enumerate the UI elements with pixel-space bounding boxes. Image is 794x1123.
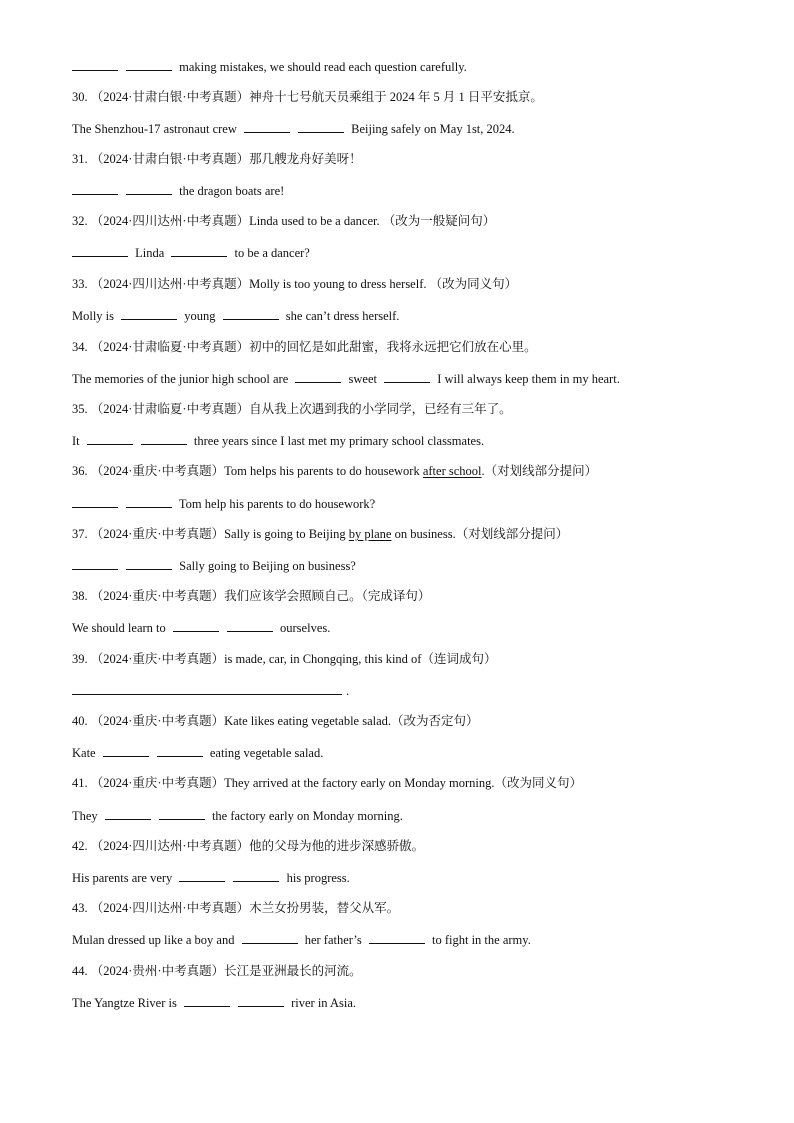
question-source: （2024·贵州·中考真题）	[90, 964, 225, 978]
question-37	[72, 526, 754, 542]
answer-text: We should learn to	[72, 621, 166, 635]
answer-text: to be a dancer?	[234, 246, 310, 260]
answer-blank[interactable]	[157, 744, 203, 757]
answer-text: river in Asia.	[291, 996, 357, 1010]
answer-text: Tom help his parents to do housework?	[178, 497, 376, 511]
answer-blank[interactable]	[72, 495, 118, 508]
question-text: Kate likes eating vegetable salad.（改为否定句）	[224, 714, 479, 728]
question-source: （2024·重庆·中考真题）	[90, 652, 225, 666]
answer-text: Sally going to Beijing on business?	[179, 559, 356, 573]
answer-text: They	[72, 809, 98, 823]
answer-blank[interactable]	[233, 869, 279, 882]
question-30	[72, 89, 754, 105]
answer-blank[interactable]	[72, 244, 128, 257]
answer-line-29	[72, 58, 754, 75]
question-31	[72, 151, 754, 167]
question-text: 长江是亚洲最长的河流。	[224, 964, 362, 978]
question-number: 30.	[72, 90, 88, 104]
question-number: 39.	[72, 652, 88, 666]
answer-line-38	[72, 619, 754, 636]
answer-blank[interactable]	[384, 370, 430, 383]
answer-line-30	[72, 120, 754, 137]
answer-blank[interactable]	[141, 432, 187, 445]
answer-line-33	[72, 307, 754, 324]
question-39	[72, 651, 754, 667]
answer-text: ourselves.	[280, 621, 331, 635]
answer-line-32	[72, 244, 754, 261]
answer-blank[interactable]	[126, 557, 172, 570]
question-source: （2024·重庆·中考真题）	[90, 714, 225, 728]
answer-blank[interactable]	[159, 807, 205, 820]
answer-blank[interactable]	[184, 994, 230, 1007]
answer-text: .	[346, 684, 350, 698]
question-44	[72, 963, 754, 979]
question-number: 33.	[72, 277, 88, 291]
answer-text: The Yangtze River is	[72, 996, 177, 1010]
answer-text: she can’t dress herself.	[285, 309, 400, 323]
question-41	[72, 775, 754, 791]
answer-blank[interactable]	[72, 58, 118, 71]
answer-text: the factory early on Monday morning.	[211, 809, 403, 823]
underlined-phrase: by plane	[348, 527, 392, 541]
question-number: 43.	[72, 901, 88, 915]
answer-blank[interactable]	[103, 744, 149, 757]
question-source: （2024·四川达州·中考真题）	[90, 901, 250, 915]
answer-line-39	[72, 682, 754, 699]
answer-text: Kate	[72, 746, 96, 760]
answer-text: It	[72, 434, 80, 448]
question-text: 那几艘龙舟好美呀！	[249, 152, 362, 166]
answer-text: her father’s	[304, 933, 362, 947]
answer-text: The Shenzhou-17 astronaut crew	[72, 122, 237, 136]
answer-blank[interactable]	[173, 619, 219, 632]
answer-blank[interactable]	[179, 869, 225, 882]
answer-line-41	[72, 807, 754, 824]
question-40	[72, 713, 754, 729]
answer-line-42	[72, 869, 754, 886]
question-number: 38.	[72, 589, 88, 603]
question-text: 我们应该学会照顾自己。（完成译句）	[224, 589, 431, 603]
answer-blank[interactable]	[298, 120, 344, 133]
question-text: Linda used to be a dancer. （改为一般疑问句）	[249, 214, 496, 228]
question-text: Sally is going to Beijing	[224, 527, 349, 541]
question-33	[72, 276, 754, 292]
answer-blank[interactable]	[242, 931, 298, 944]
answer-text: to fight in the army.	[432, 933, 531, 947]
answer-blank[interactable]	[126, 58, 172, 71]
answer-text: sweet	[348, 372, 377, 386]
answer-line-34	[72, 370, 754, 387]
question-number: 37.	[72, 527, 88, 541]
question-source: （2024·重庆·中考真题）	[90, 776, 225, 790]
answer-blank[interactable]	[121, 307, 177, 320]
answer-blank[interactable]	[223, 307, 279, 320]
question-source: （2024·重庆·中考真题）	[90, 589, 225, 603]
answer-text: young	[184, 309, 216, 323]
question-number: 41.	[72, 776, 88, 790]
question-text: is made, car, in Chongqing, this kind of（连词成句）	[224, 652, 497, 666]
answer-text: Beijing safely on May 1st, 2024.	[351, 122, 515, 136]
answer-blank[interactable]	[105, 807, 151, 820]
answer-blank[interactable]	[171, 244, 227, 257]
question-number: 40.	[72, 714, 88, 728]
answer-blank[interactable]	[126, 182, 172, 195]
question-text: 他的父母为他的进步深感骄傲。	[249, 839, 425, 853]
question-35	[72, 401, 754, 417]
question-source: （2024·重庆·中考真题）	[90, 527, 225, 541]
answer-line-36	[72, 495, 754, 512]
question-number: 31.	[72, 152, 88, 166]
answer-text: Linda	[135, 246, 165, 260]
question-text: 自从我上次遇到我的小学同学，已经有三年了。	[249, 402, 512, 416]
question-instruction: .（对划线部分提问）	[481, 464, 598, 478]
answer-line-31	[72, 182, 754, 199]
answer-text: Molly is	[72, 309, 115, 323]
question-text: 神舟十七号航天员乘组于 2024 年 5 月 1 日平安抵京。	[249, 90, 543, 104]
answer-text: The memories of the junior high school are	[72, 372, 289, 386]
answer-text: His parents are very	[72, 871, 173, 885]
question-source: （2024·四川达州·中考真题）	[90, 214, 250, 228]
question-source: （2024·甘肃临夏·中考真题）	[90, 402, 250, 416]
question-source: （2024·甘肃临夏·中考真题）	[90, 340, 250, 354]
answer-blank[interactable]	[72, 682, 342, 695]
question-source: （2024·甘肃白银·中考真题）	[90, 90, 250, 104]
question-43	[72, 900, 754, 916]
question-38	[72, 588, 754, 604]
question-number: 42.	[72, 839, 88, 853]
answer-blank[interactable]	[238, 994, 284, 1007]
answer-blank[interactable]	[295, 370, 341, 383]
answer-blank[interactable]	[87, 432, 133, 445]
question-text: 木兰女扮男装，替父从军。	[249, 901, 400, 915]
answer-text: I will always keep them in my heart.	[437, 372, 620, 386]
question-source: （2024·甘肃白银·中考真题）	[90, 152, 250, 166]
answer-blank[interactable]	[244, 120, 290, 133]
answer-line-40	[72, 744, 754, 761]
answer-blank[interactable]	[369, 931, 425, 944]
answer-text: eating vegetable salad.	[209, 746, 324, 760]
question-source: （2024·四川达州·中考真题）	[90, 839, 250, 853]
answer-text: Mulan dressed up like a boy and	[72, 933, 235, 947]
question-42	[72, 838, 754, 854]
answer-blank[interactable]	[227, 619, 273, 632]
question-34	[72, 339, 754, 355]
question-text: Tom helps his parents to do housework	[224, 464, 420, 478]
answer-text: his progress.	[286, 871, 350, 885]
answer-line-35	[72, 432, 754, 449]
question-source: （2024·重庆·中考真题）	[90, 464, 225, 478]
question-32	[72, 213, 754, 229]
question-number: 32.	[72, 214, 88, 228]
question-instruction: on business.（对划线部分提问）	[391, 527, 569, 541]
answer-text: three years since I last met my primary school classmates.	[193, 434, 485, 448]
answer-blank[interactable]	[126, 495, 172, 508]
question-text: They arrived at the factory early on Monday morning.（改为同义句）	[224, 776, 582, 790]
answer-line-44	[72, 994, 754, 1011]
question-number: 35.	[72, 402, 88, 416]
question-text: Molly is too young to dress herself. （改为同义句）	[249, 277, 518, 291]
answer-text: making mistakes, we should read each question carefully.	[179, 60, 467, 74]
question-text: 初中的回忆是如此甜蜜，我将永远把它们放在心里。	[249, 340, 537, 354]
question-number: 36.	[72, 464, 88, 478]
question-number: 34.	[72, 340, 88, 354]
question-36	[72, 463, 754, 479]
underlined-phrase: after school	[422, 464, 482, 478]
answer-line-37	[72, 557, 754, 574]
answer-blank[interactable]	[72, 182, 118, 195]
question-number: 44.	[72, 964, 88, 978]
question-source: （2024·四川达州·中考真题）	[90, 277, 250, 291]
answer-blank[interactable]	[72, 557, 118, 570]
answer-line-43	[72, 931, 754, 948]
answer-text: the dragon boats are!	[179, 184, 285, 198]
